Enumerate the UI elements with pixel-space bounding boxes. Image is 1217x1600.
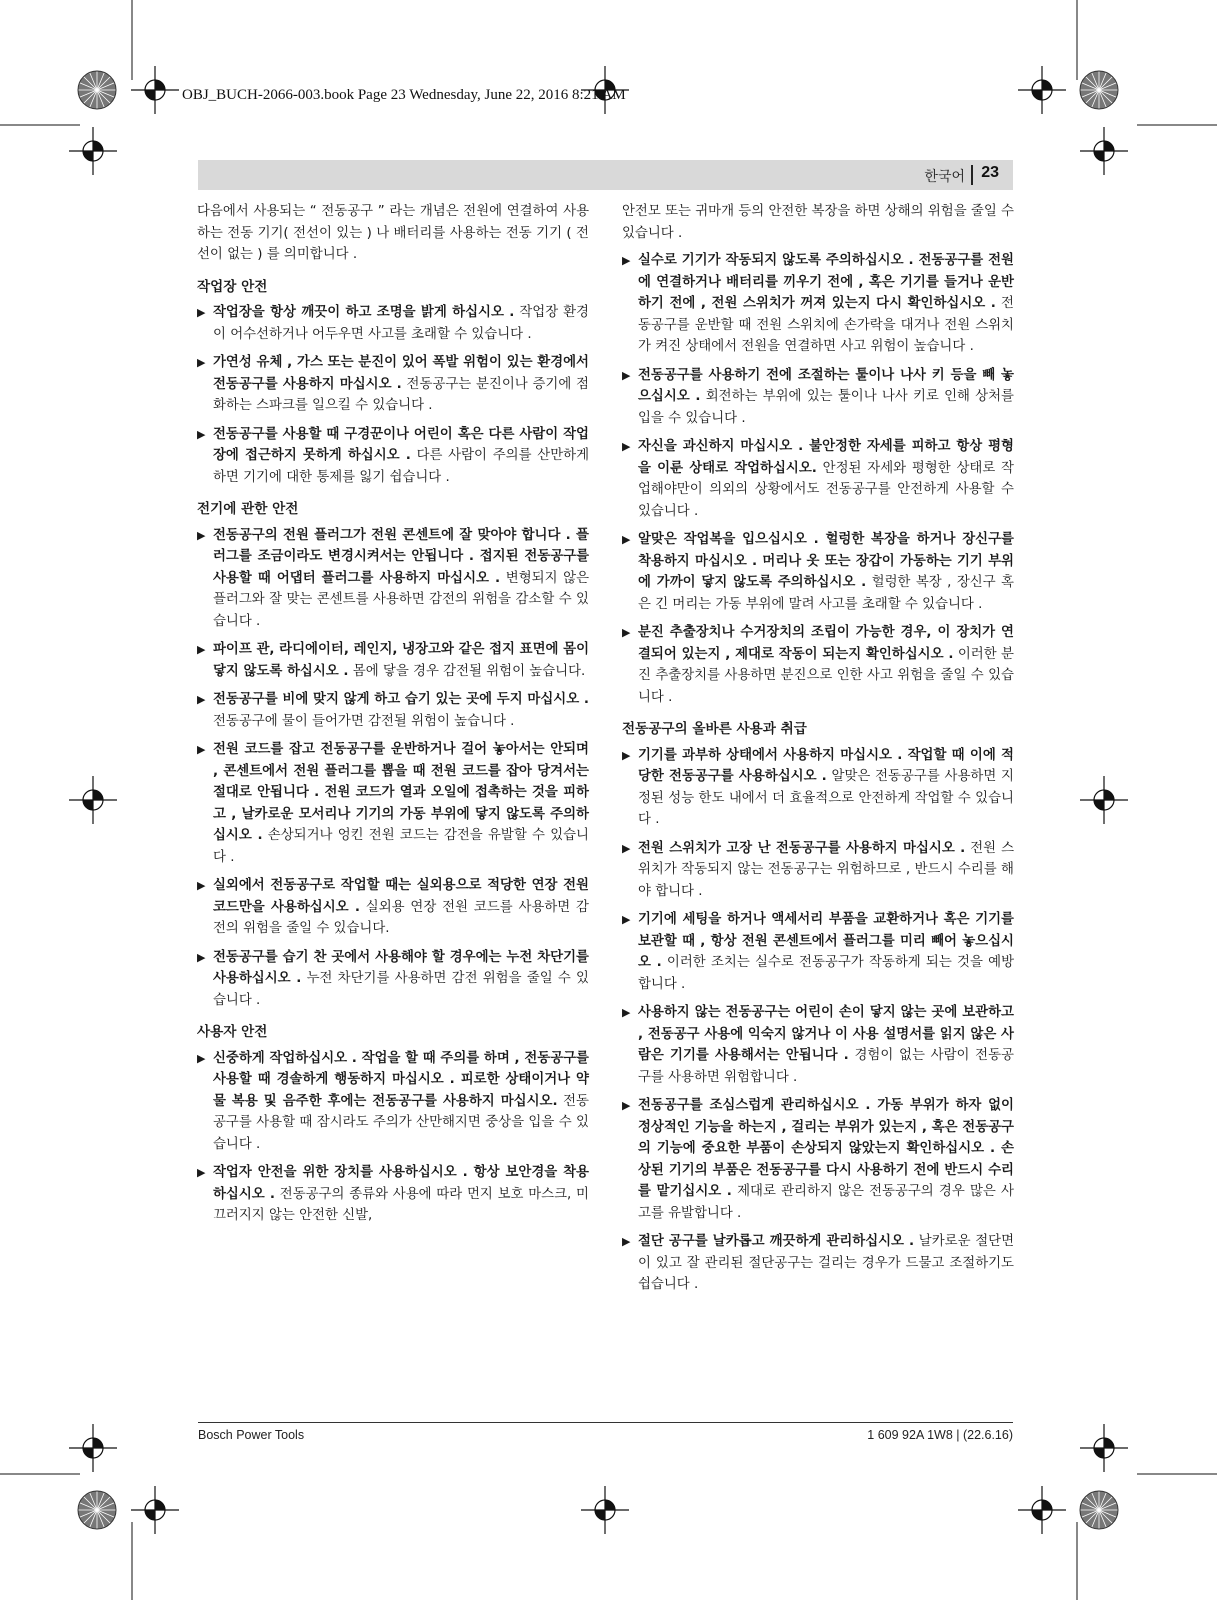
bullet-triangle-icon: ▶ xyxy=(197,643,206,656)
bullet-triangle-icon: ▶ xyxy=(622,1099,631,1112)
section-title: 사용자 안전 xyxy=(197,1024,268,1040)
list-item: ▶ 자신을 과신하지 마십시오 . 불안정한 자세를 피하고 항상 평형을 이룬 상태로 작업하십시오. 안정된 자세와 평형한 상태로 작업해야만이 의외의 상황에서도 전동공구를 안전하게 사용할 수 있습니다 . xyxy=(622,436,1014,522)
bullet-triangle-icon: ▶ xyxy=(197,950,206,964)
registration-crosshair-icon xyxy=(1080,1424,1128,1472)
bullet-triangle-icon: ▶ xyxy=(622,841,631,855)
safety-list xyxy=(197,525,589,1012)
registration-star-icon xyxy=(78,71,116,109)
bullet-triangle-icon: ▶ xyxy=(622,1006,631,1019)
registration-crosshair-icon xyxy=(69,776,117,824)
list-item: ▶ 사용하지 않는 전동공구는 어린이 손이 닿지 않는 곳에 보관하고 , 전동공구 사용에 익숙지 않거나 이 사용 설명서를 읽지 않은 사람은 기기를 사용해서는 안됩니다 . 경험이 없는 사람이 전동공구를 사용하면 위험합니다 . xyxy=(622,1002,1014,1088)
list-item: ▶ 전동공구를 습기 찬 곳에서 사용해야 할 경우에는 누전 차단기를 사용하십시오 . 누전 차단기를 사용하면 감전 위험을 줄일 수 있습니다 . xyxy=(197,947,589,1012)
registration-crosshair-icon xyxy=(131,66,179,114)
bullet-triangle-icon: ▶ xyxy=(622,440,631,453)
list-item: ▶ 전원 스위치가 고장 난 전동공구를 사용하지 마십시오 . 전원 스위치가 작동되지 않는 전동공구는 위험하므로 , 반드시 수리를 해야 합니다 . xyxy=(622,838,1014,903)
list-item: ▶ 전원 코드를 잡고 전동공구를 운반하거나 걸어 놓아서는 안되며 , 콘센트에서 전원 플러그를 뽑을 때 전원 코드를 잡아 당겨서는 절대로 안됩니다 . 전원 코드가 열과 오일에 접촉하는 것을 피하고 , 날카로운 모서리나 기기의 가동 부위에 닿지 않도록 주의하십시오 . 손상되거나 엉킨 전원 코드는 감전을 유발할 수 있습니다 . xyxy=(197,739,589,868)
intro-paragraph: 다음에서 사용되는 “ 전동공구 ” 라는 개념은 전원에 연결하여 사용하는 전동 기기( 전선이 있는 ) 나 배터리를 사용하는 전동 기기 ( 전선이 없는 ) 를 의미합니다 . xyxy=(197,204,589,262)
registration-crosshair-icon xyxy=(1080,127,1128,175)
safety-list xyxy=(622,250,1014,708)
print-slug: OBJ_BUCH-2066-003.book Page 23 Wednesday, June 22, 2016 8:21 AM xyxy=(182,87,626,103)
list-item: ▶ 전동공구를 조심스럽게 관리하십시오 . 가동 부위가 하자 없이 정상적인 기능을 하는지 , 걸리는 부위가 있는지 , 혹은 전동공구의 기능에 중요한 부품이 손상되지 않았는지 확인하십시오 . 손상된 기기의 부품은 전동공구를 다시 사용하기 전에 반드시 수리를 맡기십시오 . 제대로 관리하지 않은 전동공구의 경우 많은 사고를 유발합니다 . xyxy=(622,1095,1014,1224)
bullet-triangle-icon: ▶ xyxy=(197,693,206,706)
list-item: ▶ 실외에서 전동공구로 작업할 때는 실외용으로 적당한 연장 전원 코드만을 사용하십시오 . 실외용 연장 전원 코드를 사용하면 감전의 위험을 줄일 수 있습니다. xyxy=(197,875,589,940)
bullet-triangle-icon: ▶ xyxy=(197,528,206,542)
bullet-triangle-icon: ▶ xyxy=(622,254,631,267)
list-item: ▶ 전동공구를 사용하기 전에 조절하는 툴이나 나사 키 등을 빼 놓으십시오 . 회전하는 부위에 있는 툴이나 나사 키로 인해 상처를 입을 수 있습니다 . xyxy=(622,365,1014,430)
list-item: ▶ 전동공구의 전원 플러그가 전원 콘센트에 잘 맞아야 합니다 . 플러그를 조금이라도 변경시켜서는 안됩니다 . 접지된 전동공구를 사용할 때 어댑터 플러그를 사용하지 마십시오 . 변형되지 않은 플러그와 잘 맞는 콘센트를 사용하면 감전의 위험을 감소할 수 있습니다 . xyxy=(197,525,589,633)
footer-brand: Bosch Power Tools xyxy=(198,1428,305,1442)
page-number: 23 xyxy=(981,164,999,181)
bullet-triangle-icon: ▶ xyxy=(622,913,631,926)
list-item: ▶ 절단 공구를 날카롭고 깨끗하게 관리하십시오 . 날카로운 절단면이 있고 잘 관리된 절단공구는 걸리는 경우가 드물고 조절하기도 쉽습니다 . xyxy=(622,1231,1014,1296)
registration-star-icon xyxy=(1080,71,1118,109)
page-header xyxy=(198,160,1013,190)
section-title: 전기에 관한 안전 xyxy=(197,501,299,517)
registration-crosshair-icon xyxy=(1018,66,1066,114)
bullet-triangle-icon: ▶ xyxy=(197,743,206,756)
bullet-triangle-icon: ▶ xyxy=(197,879,206,892)
safety-list xyxy=(197,1048,589,1227)
registration-crosshair-icon xyxy=(581,1486,629,1534)
registration-crosshair-icon xyxy=(131,1486,179,1534)
list-item: ▶ 기기에 세팅을 하거나 액세서리 부품을 교환하거나 혹은 기기를 보관할 때 , 항상 전원 콘센트에서 플러그를 미리 빼어 놓으십시오 . 이러한 조치는 실수로 전동공구가 작동하게 되는 것을 예방합니다 . xyxy=(622,909,1014,995)
list-item: ▶ 기기를 과부하 상태에서 사용하지 마십시오 . 작업할 때 이에 적당한 전동공구를 사용하십시오 . 알맞은 전동공구를 사용하면 지정된 성능 한도 내에서 더 효율적으로 안전하게 작업할 수 있습니다 . xyxy=(622,745,1014,831)
registration-crosshair-icon xyxy=(1018,1486,1066,1534)
list-item: ▶ 신중하게 작업하십시오 . 작업을 할 때 주의를 하며 , 전동공구를 사용할 때 경솔하게 행동하지 마십시오 . 피로한 상태이거나 약물 복용 및 음주한 후에는 전동공구를 사용하지 마십시오. 전동공구를 사용할 때 잠시라도 주의가 산만해지면 중상을 입을 수 있습니다 . xyxy=(197,1048,589,1156)
section-title: 작업장 안전 xyxy=(197,278,268,295)
registration-crosshair-icon xyxy=(69,127,117,175)
list-item: ▶ 전동공구를 사용할 때 구경꾼이나 어린이 혹은 다른 사람이 작업장에 접근하지 못하게 하십시오 . 다른 사람이 주의를 산만하게 하면 기기에 대한 통제를 잃기 쉽습니다 . xyxy=(197,424,589,489)
list-item: ▶ 작업장을 항상 깨끗이 하고 조명을 밝게 하십시오 . 작업장 환경이 어수선하거나 어두우면 사고를 초래할 수 있습니다 . xyxy=(197,302,589,345)
list-item: ▶ 실수로 기기가 작동되지 않도록 주의하십시오 . 전동공구를 전원에 연결하거나 배터리를 끼우기 전에 , 혹은 기기를 들거나 운반하기 전에 , 전원 스위치가 꺼져 있는지 다시 확인하십시오 . 전동공구를 운반할 때 전원 스위치에 손가락을 대거나 전원 스위치가 켜진 상태에서 전원을 연결하면 사고 위험이 높습니다 . xyxy=(622,250,1014,358)
bullet-triangle-icon: ▶ xyxy=(622,1235,631,1248)
registration-star-icon xyxy=(1080,1491,1118,1529)
list-item: ▶ 분진 추출장치나 수거장치의 조립이 가능한 경우, 이 장치가 연결되어 있는지 , 제대로 작동이 되는지 확인하십시오 . 이러한 분진 추출장치를 사용하면 분진으로 인한 사고 위험을 줄일 수 있습니다 . xyxy=(622,622,1014,708)
bullet-triangle-icon: ▶ xyxy=(197,427,206,441)
bullet-triangle-icon: ▶ xyxy=(197,356,206,369)
header-divider xyxy=(971,165,973,185)
list-item: ▶ 가연성 유체 , 가스 또는 분진이 있어 폭발 위험이 있는 환경에서 전동공구를 사용하지 마십시오 . 전동공구는 분진이나 증기에 점화하는 스파크를 일으킬 수 있습니다 . xyxy=(197,352,589,417)
section-title: 전동공구의 올바른 사용과 취급 xyxy=(622,721,807,737)
list-item: ▶ 작업자 안전을 위한 장치를 사용하십시오 . 항상 보안경을 착용하십시오 . 전동공구의 종류와 사용에 따라 먼지 보호 마스크, 미끄러지지 않는 안전한 신발, xyxy=(197,1162,589,1227)
left-column xyxy=(197,201,589,1234)
bullet-triangle-icon: ▶ xyxy=(622,533,631,546)
safety-list xyxy=(622,745,1014,1296)
registration-crosshair-icon xyxy=(69,1424,117,1472)
bullet-triangle-icon: ▶ xyxy=(197,1051,206,1065)
bullet-triangle-icon: ▶ xyxy=(622,748,631,762)
list-item: ▶ 알맞은 작업복을 입으십시오 . 헐렁한 복장을 하거나 장신구를 착용하지 마십시오 . 머리나 옷 또는 장갑이 가동하는 기기 부위에 가까이 닿지 않도록 주의하십시오 . 헐렁한 복장 , 장신구 혹은 긴 머리는 가동 부위에 말려 사고를 초래할 수 있습니다 . xyxy=(622,529,1014,615)
footer-divider xyxy=(198,1422,1013,1423)
bullet-triangle-icon: ▶ xyxy=(197,306,206,319)
header-language: 한국어 xyxy=(924,169,965,185)
bullet-triangle-icon: ▶ xyxy=(622,368,631,382)
bullet-triangle-icon: ▶ xyxy=(197,1166,206,1179)
bullet-triangle-icon: ▶ xyxy=(622,626,631,639)
list-item: ▶ 파이프 관, 라디에이터, 레인지, 냉장고와 같은 접지 표면에 몸이 닿지 않도록 하십시오 . 몸에 닿을 경우 감전될 위험이 높습니다. xyxy=(197,639,589,682)
list-item: ▶ 전동공구를 비에 맞지 않게 하고 습기 있는 곳에 두지 마십시오 . 전동공구에 물이 들어가면 감전될 위험이 높습니다 . xyxy=(197,689,589,732)
registration-star-icon xyxy=(78,1491,116,1529)
right-column xyxy=(622,201,1014,1303)
safety-list xyxy=(197,302,589,488)
footer-doc-code: 1 609 92A 1W8 | (22.6.16) xyxy=(867,1428,1013,1442)
continued-paragraph: 안전모 또는 귀마개 등의 안전한 복장을 하면 상해의 위험을 줄일 수 있습니다 . xyxy=(622,204,1014,241)
registration-crosshair-icon xyxy=(1080,776,1128,824)
